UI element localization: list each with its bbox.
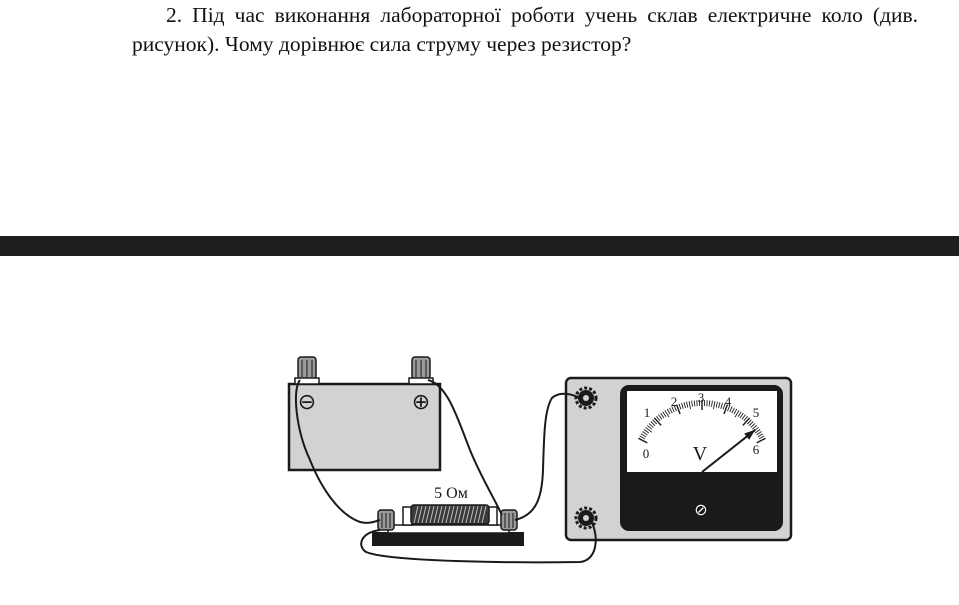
scale-label-6: 6 bbox=[752, 442, 760, 457]
resistor-left-terminal bbox=[378, 510, 394, 530]
resistor-right-terminal bbox=[501, 510, 517, 530]
resistor bbox=[372, 485, 524, 546]
resistor-label: 5 Ом bbox=[434, 485, 468, 502]
scale-label-5: 5 bbox=[752, 405, 760, 420]
voltmeter-unit: V bbox=[692, 443, 708, 465]
scale-label-2: 2 bbox=[670, 394, 678, 409]
voltmeter bbox=[566, 378, 791, 540]
battery-plus-sign: ⊕ bbox=[411, 389, 431, 414]
battery-minus-terminal bbox=[295, 357, 319, 384]
battery-minus-sign: ⊖ bbox=[297, 389, 317, 414]
zero-adjust-screw: ⊘ bbox=[694, 502, 708, 519]
scale-label-1: 1 bbox=[643, 405, 651, 420]
scale-label-0: 0 bbox=[642, 446, 650, 461]
scale-label-3: 3 bbox=[697, 390, 705, 405]
battery bbox=[289, 357, 440, 470]
scale-label-4: 4 bbox=[724, 394, 732, 409]
question-text: 2. Під час виконання лабораторної роботи учень склав електричне коло (див. рисунок). Чому дорівнює сила струму через резистор? bbox=[132, 3, 918, 56]
